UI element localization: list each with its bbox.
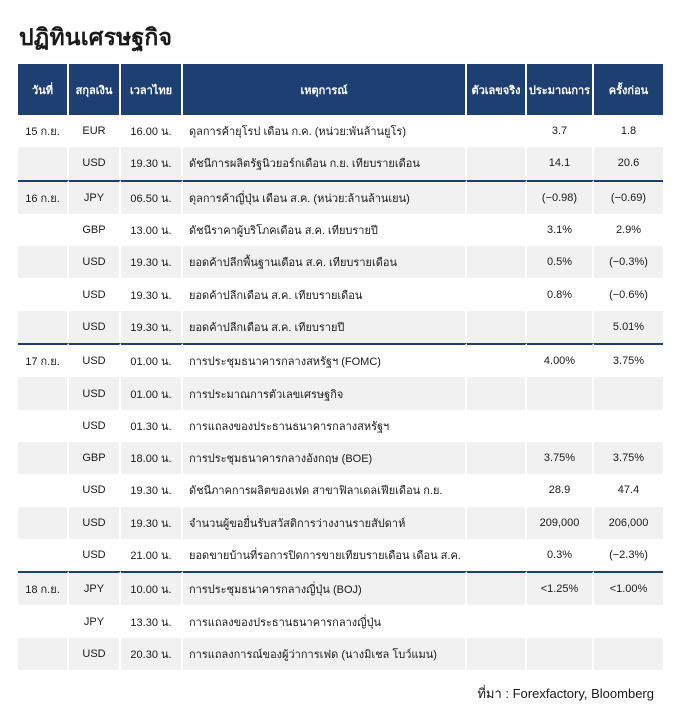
cell-event: การประมาณการตัวเลขเศรษฐกิจ: [183, 377, 467, 409]
table-row: [18, 410, 663, 442]
table-row: [18, 571, 663, 605]
cell-forecast: [527, 377, 594, 409]
cell-previous: (−2.3%): [594, 539, 663, 571]
cell-currency: JPY: [69, 571, 121, 605]
cell-actual: [467, 180, 527, 214]
cell-currency: USD: [69, 343, 121, 377]
cell-actual: [467, 377, 527, 409]
cell-actual: [467, 147, 527, 179]
cell-event: ยอดค้าปลีกเดือน ส.ค. เทียบรายเดือน: [183, 278, 467, 310]
cell-time: 13.30 น.: [121, 605, 183, 637]
cell-event: การประชุมธนาคารกลางญี่ปุ่น (BOJ): [183, 571, 467, 605]
cell-previous: [594, 638, 663, 670]
cell-event: การประชุมธนาคารกลางอังกฤษ (BOE): [183, 442, 467, 474]
header-previous: ครั้งก่อน: [594, 64, 663, 115]
table-row: [18, 214, 663, 246]
cell-currency: USD: [69, 638, 121, 670]
header-forecast: ประมาณการ: [527, 64, 594, 115]
cell-time: 01.00 น.: [121, 377, 183, 409]
cell-event: การแถลงการณ์ของผู้ว่าการเฟด (นางมิเชล โบว์แมน): [183, 638, 467, 670]
cell-actual: [467, 638, 527, 670]
cell-time: 18.00 น.: [121, 442, 183, 474]
cell-time: 19.30 น.: [121, 311, 183, 343]
cell-date: [18, 539, 69, 571]
cell-event: ดัชนีการผลิตรัฐนิวยอร์กเดือน ก.ย. เทียบรายเดือน: [183, 147, 467, 179]
cell-previous: [594, 377, 663, 409]
table-row: [18, 147, 663, 179]
cell-actual: [467, 343, 527, 377]
cell-currency: JPY: [69, 180, 121, 214]
cell-event: การประชุมธนาคารกลางสหรัฐฯ (FOMC): [183, 343, 467, 377]
cell-event: ดัชนีราคาผู้บริโภคเดือน ส.ค. เทียบรายปี: [183, 214, 467, 246]
cell-date: [18, 638, 69, 670]
cell-forecast: [527, 311, 594, 343]
cell-currency: USD: [69, 246, 121, 278]
cell-actual: [467, 539, 527, 571]
cell-date: [18, 147, 69, 179]
cell-currency: USD: [69, 474, 121, 506]
cell-time: 01.30 น.: [121, 410, 183, 442]
cell-previous: [594, 605, 663, 637]
table-row: [18, 377, 663, 409]
cell-date: 17 ก.ย.: [18, 343, 69, 377]
cell-actual: [467, 410, 527, 442]
cell-time: 13.00 น.: [121, 214, 183, 246]
cell-actual: [467, 278, 527, 310]
cell-previous: 47.4: [594, 474, 663, 506]
cell-previous: 1.8: [594, 115, 663, 147]
cell-currency: JPY: [69, 605, 121, 637]
cell-time: 19.30 น.: [121, 278, 183, 310]
cell-date: [18, 214, 69, 246]
cell-currency: USD: [69, 278, 121, 310]
table-row: [18, 180, 663, 214]
cell-forecast: [527, 605, 594, 637]
table-row: [18, 442, 663, 474]
header-currency: สกุลเงิน: [69, 64, 121, 115]
cell-previous: (−0.6%): [594, 278, 663, 310]
cell-actual: [467, 507, 527, 539]
table-row: [18, 539, 663, 571]
cell-forecast: (−0.98): [527, 180, 594, 214]
cell-time: 20.30 น.: [121, 638, 183, 670]
cell-actual: [467, 214, 527, 246]
cell-actual: [467, 571, 527, 605]
source-note: ที่มา : Forexfactory, Bloomberg: [477, 686, 654, 701]
cell-time: 19.30 น.: [121, 246, 183, 278]
cell-event: ดุลการค้าญี่ปุ่น เดือน ส.ค. (หน่วย:ล้านล้านเยน): [183, 180, 467, 214]
cell-time: 10.00 น.: [121, 571, 183, 605]
cell-date: [18, 311, 69, 343]
table-header-row: [18, 64, 663, 115]
cell-time: 19.30 น.: [121, 474, 183, 506]
cell-forecast: 28.9: [527, 474, 594, 506]
cell-actual: [467, 442, 527, 474]
cell-currency: GBP: [69, 442, 121, 474]
cell-forecast: 0.5%: [527, 246, 594, 278]
cell-currency: EUR: [69, 115, 121, 147]
cell-previous: 3.75%: [594, 442, 663, 474]
cell-currency: USD: [69, 311, 121, 343]
cell-date: [18, 246, 69, 278]
cell-time: 01.00 น.: [121, 343, 183, 377]
cell-currency: USD: [69, 147, 121, 179]
economic-calendar-table: [18, 64, 663, 670]
cell-date: [18, 507, 69, 539]
cell-actual: [467, 474, 527, 506]
cell-forecast: 3.75%: [527, 442, 594, 474]
cell-date: [18, 442, 69, 474]
cell-event: ยอดค้าปลีกเดือน ส.ค. เทียบรายปี: [183, 311, 467, 343]
cell-previous: 20.6: [594, 147, 663, 179]
cell-date: [18, 278, 69, 310]
cell-forecast: 209,000: [527, 507, 594, 539]
table-row: [18, 311, 663, 343]
cell-date: [18, 605, 69, 637]
page-title: ปฏิทินเศรษฐกิจ: [19, 24, 173, 50]
header-time: เวลาไทย: [121, 64, 183, 115]
cell-previous: <1.00%: [594, 571, 663, 605]
cell-previous: 2.9%: [594, 214, 663, 246]
cell-actual: [467, 605, 527, 637]
table-row: [18, 278, 663, 310]
cell-forecast: <1.25%: [527, 571, 594, 605]
header-actual: ตัวเลขจริง: [467, 64, 527, 115]
cell-forecast: 3.7: [527, 115, 594, 147]
cell-currency: USD: [69, 377, 121, 409]
cell-time: 19.30 น.: [121, 147, 183, 179]
cell-date: [18, 377, 69, 409]
table-row: [18, 507, 663, 539]
cell-actual: [467, 311, 527, 343]
table-body: [18, 115, 663, 670]
header-date: วันที่: [18, 64, 69, 115]
table-row: [18, 605, 663, 637]
table-row: [18, 474, 663, 506]
cell-event: ยอดค้าปลีกพื้นฐานเดือน ส.ค. เทียบรายเดือน: [183, 246, 467, 278]
cell-date: 16 ก.ย.: [18, 180, 69, 214]
cell-forecast: 3.1%: [527, 214, 594, 246]
header-event: เหตุการณ์: [183, 64, 467, 115]
cell-previous: 206,000: [594, 507, 663, 539]
cell-forecast: 0.3%: [527, 539, 594, 571]
cell-event: ยอดขายบ้านที่รอการปิดการขายเทียบรายเดือน เดือน ส.ค.: [183, 539, 467, 571]
cell-time: 16.00 น.: [121, 115, 183, 147]
cell-forecast: [527, 638, 594, 670]
cell-currency: USD: [69, 507, 121, 539]
cell-previous: (−0.3%): [594, 246, 663, 278]
cell-currency: USD: [69, 539, 121, 571]
cell-currency: GBP: [69, 214, 121, 246]
cell-date: 18 ก.ย.: [18, 571, 69, 605]
cell-actual: [467, 246, 527, 278]
table-row: [18, 638, 663, 670]
cell-event: ดุลการค้ายุโรป เดือน ก.ค. (หน่วย:พันล้านยูโร): [183, 115, 467, 147]
cell-time: 21.00 น.: [121, 539, 183, 571]
table-row: [18, 343, 663, 377]
cell-event: การแถลงของประธานธนาคารกลางสหรัฐฯ: [183, 410, 467, 442]
cell-date: [18, 410, 69, 442]
cell-event: การแถลงของประธานธนาคารกลางญี่ปุ่น: [183, 605, 467, 637]
cell-forecast: 4.00%: [527, 343, 594, 377]
cell-date: 15 ก.ย.: [18, 115, 69, 147]
cell-time: 19.30 น.: [121, 507, 183, 539]
cell-event: ดัชนีภาคการผลิตของเฟด สาขาฟิลาเดลเฟียเดือน ก.ย.: [183, 474, 467, 506]
cell-date: [18, 474, 69, 506]
cell-previous: 3.75%: [594, 343, 663, 377]
cell-actual: [467, 115, 527, 147]
cell-previous: [594, 410, 663, 442]
table-row: [18, 246, 663, 278]
cell-previous: 5.01%: [594, 311, 663, 343]
cell-event: จำนวนผู้ขอยื่นรับสวัสดิการว่างงานรายสัปดาห์: [183, 507, 467, 539]
cell-forecast: 0.8%: [527, 278, 594, 310]
cell-previous: (−0.69): [594, 180, 663, 214]
cell-forecast: [527, 410, 594, 442]
table-row: [18, 115, 663, 147]
cell-forecast: 14.1: [527, 147, 594, 179]
cell-currency: USD: [69, 410, 121, 442]
cell-time: 06.50 น.: [121, 180, 183, 214]
